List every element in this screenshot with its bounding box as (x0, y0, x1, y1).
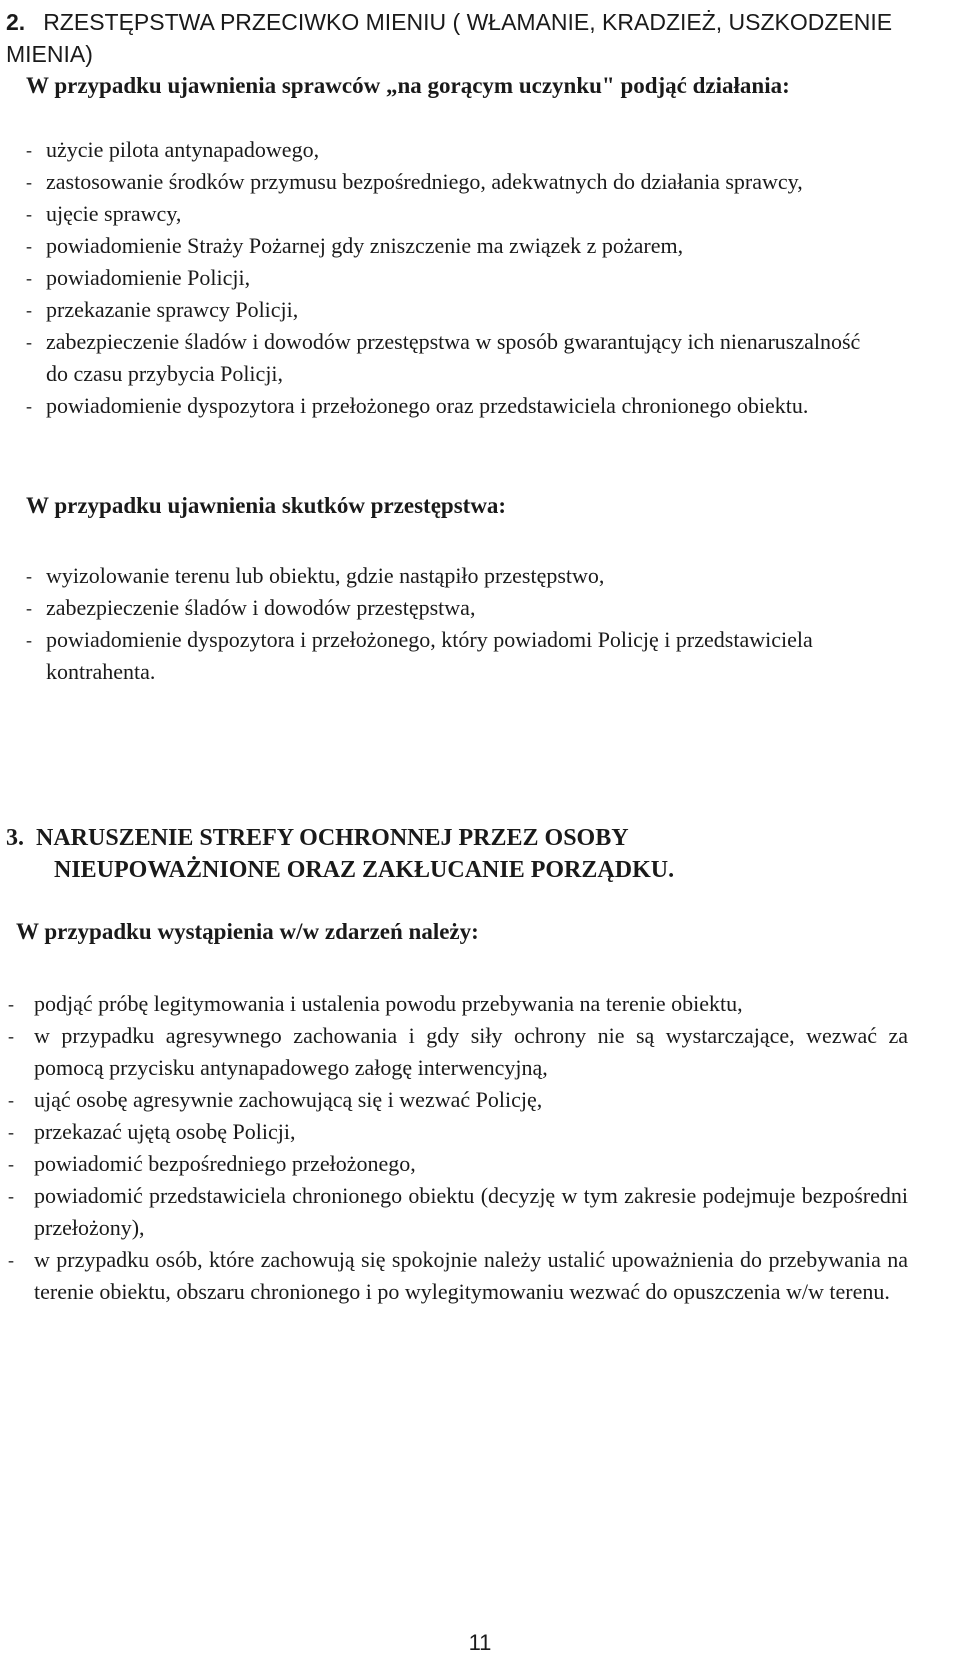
list-item: - powiadomienie Straży Pożarnej gdy zniszczenie ma związek z pożarem, (26, 230, 886, 262)
list-item: - powiadomić przedstawiciela chronionego obiektu (decyzję w tym zakresie podejmuje bezpośredni przełożony), (8, 1180, 908, 1244)
list-actions-intrusion (8, 988, 908, 1308)
dash-marker: - (26, 566, 32, 586)
list-item: - zabezpieczenie śladów i dowodów przestępstwa w sposób gwarantujący ich nienaruszalność do czasu przybycia Policji, (26, 326, 886, 390)
list-item: - ująć osobę agresywnie zachowującą się i wezwać Policję, (8, 1084, 908, 1116)
dash-marker: - (8, 1186, 14, 1206)
list-item: - przekazanie sprawcy Policji, (26, 294, 886, 326)
dash-marker: - (8, 994, 14, 1014)
dash-marker: - (8, 1026, 14, 1046)
list-item: - zastosowanie środków przymusu bezpośredniego, adekwatnych do działania sprawcy, (26, 166, 886, 198)
dash-marker: - (8, 1122, 14, 1142)
dash-marker: - (26, 140, 32, 160)
dash-marker: - (26, 300, 32, 320)
dash-marker: - (8, 1090, 14, 1110)
subheading-crime-effects: W przypadku ujawnienia skutków przestępstwa: (26, 493, 507, 518)
list-item: - zabezpieczenie śladów i dowodów przestępstwa, (26, 592, 896, 624)
section-3-heading (6, 822, 906, 886)
dash-marker: - (26, 598, 32, 618)
list-actions-caught (26, 134, 886, 422)
list-item: - w przypadku agresywnego zachowania i gdy siły ochrony nie są wystarczające, wezwać za pomocą przycisku antynapadowego załogę interwencyjną, (8, 1020, 908, 1084)
list-item: - powiadomienie dyspozytora i przełożonego, który powiadomi Policję i przedstawiciela kontrahenta. (26, 624, 896, 688)
dash-marker: - (8, 1250, 14, 1270)
dash-marker: - (26, 332, 32, 352)
list-item: - ujęcie sprawcy, (26, 198, 886, 230)
list-item: - wyizolowanie terenu lub obiektu, gdzie nastąpiło przestępstwo, (26, 560, 896, 592)
subheading-events: W przypadku wystąpienia w/w zdarzeń należy: (16, 919, 479, 944)
section-3-title-line-2: NIEUPOWAŻNIONE ORAZ ZAKŁUCANIE PORZĄDKU. (54, 857, 675, 883)
list-item: - powiadomienie Policji, (26, 262, 886, 294)
section-3-title-line-1: 3. NARUSZENIE STREFY OCHRONNEJ PRZEZ OSOBY (6, 825, 629, 851)
section-2-heading (6, 6, 926, 70)
list-item: - powiadomienie dyspozytora i przełożonego oraz przedstawiciela chronionego obiektu. (26, 390, 886, 422)
list-item: - podjąć próbę legitymowania i ustalenia powodu przebywania na terenie obiektu, (8, 988, 908, 1020)
dash-marker: - (26, 268, 32, 288)
page-number: 11 (468, 1630, 492, 1655)
dash-marker: - (26, 172, 32, 192)
list-actions-effects (26, 560, 896, 688)
list-item: - w przypadku osób, które zachowują się spokojnie należy ustalić upoważnienia do przebywania na terenie obiektu, obszaru chronionego i po wylegitymowaniu wezwać do opuszczenia w/w terenu. (8, 1244, 908, 1308)
list-item: - przekazać ujętą osobę Policji, (8, 1116, 908, 1148)
dash-marker: - (26, 236, 32, 256)
section-2-title: RZESTĘPSTWA PRZECIWKO MIENIU ( WŁAMANIE, KRADZIEŻ, USZKODZENIE MIENIA) (6, 9, 893, 67)
subheading-caught-in-act: W przypadku ujawnienia sprawców „na gorącym uczynku" podjąć działania: (26, 73, 790, 98)
section-2-number: 2. (6, 9, 26, 35)
dash-marker: - (8, 1154, 14, 1174)
list-item: - użycie pilota antynapadowego, (26, 134, 886, 166)
dash-marker: - (26, 396, 32, 416)
list-item: - powiadomić bezpośredniego przełożonego, (8, 1148, 908, 1180)
dash-marker: - (26, 204, 32, 224)
dash-marker: - (26, 630, 32, 650)
